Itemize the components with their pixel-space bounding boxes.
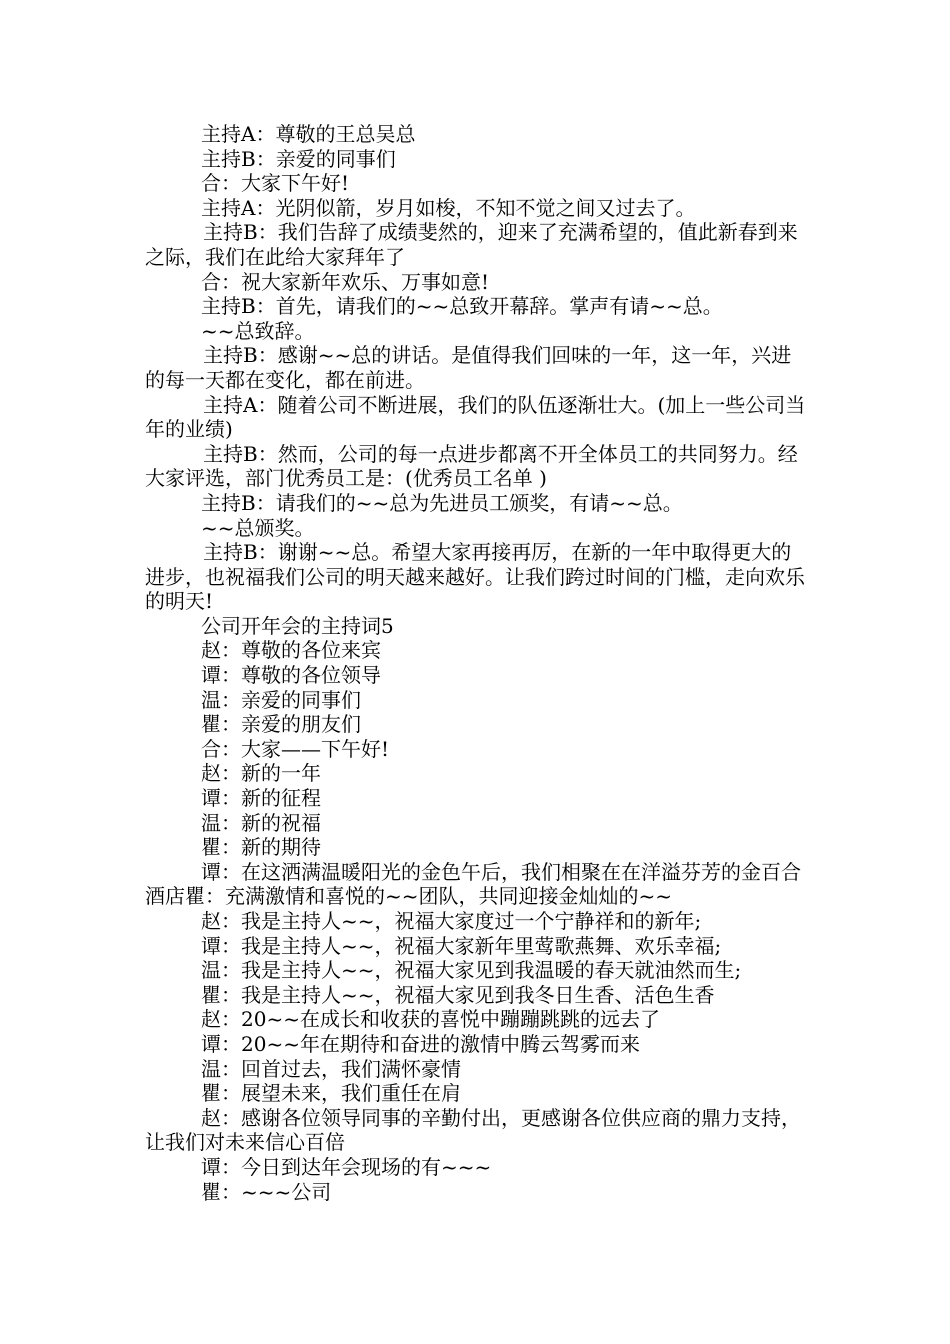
paragraph: 赵：感谢各位领导同事的辛勤付出，更感谢各位供应商的鼎力支持，让我们对未来信心百倍 bbox=[145, 1105, 801, 1155]
paragraph: 瞿：展望未来，我们重任在肩 bbox=[201, 1081, 461, 1106]
paragraph: 谭：尊敬的各位领导 bbox=[201, 663, 381, 688]
paragraph: 主持A：光阴似箭，岁月如梭，不知不觉之间又过去了。 bbox=[201, 195, 696, 220]
section-heading: 公司开年会的主持词5 bbox=[201, 613, 394, 638]
paragraph: 主持B：感谢~~总的讲话。是值得我们回味的一年，这一年，兴进的每一天都在变化，都在前进。 bbox=[145, 343, 792, 392]
paragraph: 主持B：谢谢~~总。希望大家再接再厉，在新的一年中取得更大的进步，也祝福我们公司的明天越来越好。让我们跨过时间的门槛，走向欢乐的明天! bbox=[145, 540, 805, 614]
paragraph: 瞿：我是主持人~~，祝福大家见到我冬日生香、活色生香 bbox=[201, 982, 715, 1007]
paragraph: 合：祝大家新年欢乐、万事如意! bbox=[201, 269, 490, 294]
paragraph: 赵：尊敬的各位来宾 bbox=[201, 638, 381, 663]
paragraph: 瞿：~~~公司 bbox=[201, 1179, 332, 1204]
paragraph: 赵：新的一年 bbox=[201, 761, 321, 786]
paragraph: 瞿：新的期待 bbox=[201, 835, 321, 860]
paragraph: 谭：20~~年在期待和奋进的激情中腾云驾雾而来 bbox=[201, 1031, 640, 1056]
paragraph: 主持B：我们告辞了成绩斐然的，迎来了充满希望的，值此新春到来之际，我们在此给大家拜年了 bbox=[145, 220, 798, 269]
paragraph: 主持B：然而，公司的每一点进步都离不开全体员工的共同努力。经大家评选，部门优秀员工是：(优秀员工名单 ) bbox=[145, 441, 798, 491]
paragraph: 温：亲爱的同事们 bbox=[201, 687, 361, 712]
paragraph: ~~总颁奖。 bbox=[201, 515, 315, 540]
paragraph: 主持A：随着公司不断进展，我们的队伍逐渐壮大。(加上一些公司当年的业绩) bbox=[145, 392, 806, 442]
paragraph: 谭：今日到达年会现场的有~~~ bbox=[201, 1154, 492, 1179]
paragraph: 赵：20~~在成长和收获的喜悦中蹦蹦跳跳的远去了 bbox=[201, 1007, 660, 1032]
paragraph: 合：大家下午好! bbox=[201, 171, 350, 196]
paragraph: 谭：我是主持人~~，祝福大家新年里莺歌燕舞、欢乐幸福; bbox=[201, 933, 722, 958]
paragraph: 谭：新的征程 bbox=[201, 786, 321, 811]
paragraph: 温：我是主持人~~，祝福大家见到我温暖的春天就油然而生; bbox=[201, 958, 742, 983]
paragraph: 谭：在这洒满温暖阳光的金色午后，我们相聚在在洋溢芬芳的金百合酒店瞿：充满激情和喜悦的~~团队，共同迎接金灿灿的~~ bbox=[145, 859, 801, 909]
paragraph: 主持B：请我们的~~总为先进员工颁奖，有请~~总。 bbox=[201, 490, 683, 515]
paragraph: 合：大家——下午好! bbox=[201, 736, 390, 761]
paragraph: 温：新的祝福 bbox=[201, 810, 321, 835]
paragraph: 主持B：亲爱的同事们 bbox=[201, 146, 396, 171]
paragraph: 温：回首过去，我们满怀豪情 bbox=[201, 1056, 461, 1081]
paragraph: 赵：我是主持人~~，祝福大家度过一个宁静祥和的新年; bbox=[201, 909, 702, 933]
paragraph: ~~总致辞。 bbox=[201, 318, 315, 343]
paragraph: 主持B：首先，请我们的~~总致开幕辞。掌声有请~~总。 bbox=[201, 294, 723, 319]
paragraph: 主持A：尊敬的王总吴总 bbox=[201, 122, 416, 146]
document-body bbox=[145, 122, 811, 1204]
paragraph: 瞿：亲爱的朋友们 bbox=[201, 712, 361, 737]
